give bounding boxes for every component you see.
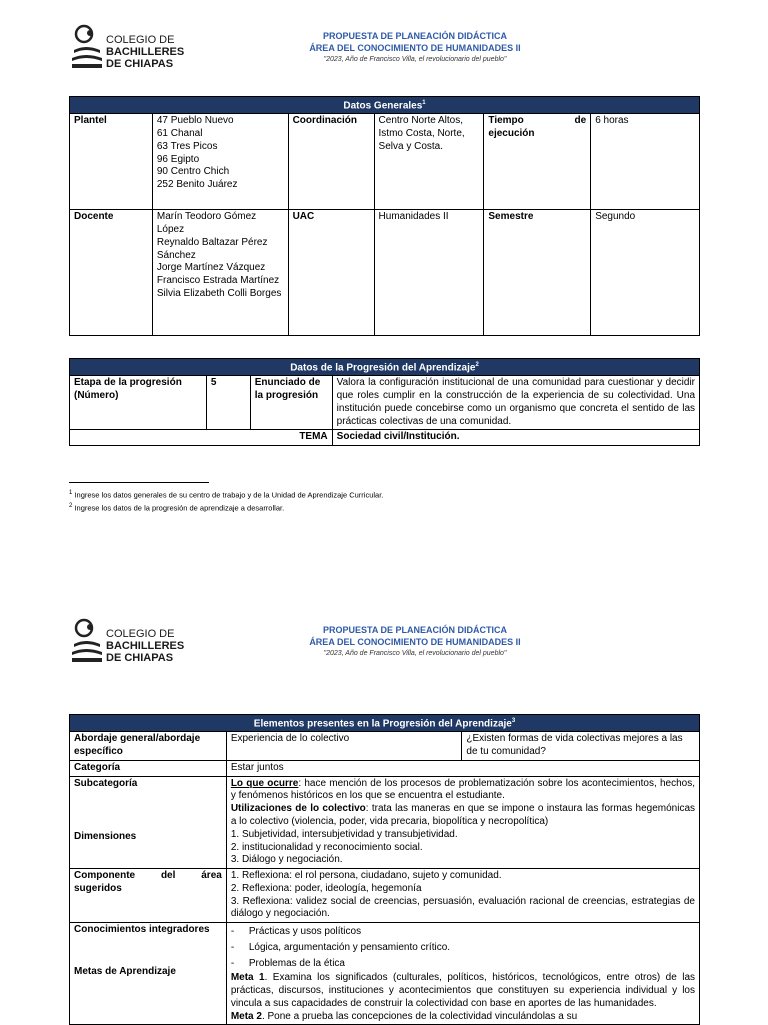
- componente-value: 1. Reflexiona: el rol persona, ciudadano, sujeto y comunidad. 2. Reflexiona: poder, ideología, hegemonía 3. Reflexiona: validez social de creencias, persuasión, evaluación racional de creencias, estrategias de diálogo y negociación.: [226, 869, 699, 923]
- datos-generales-header: Datos Generales$^1$: [70, 97, 700, 114]
- datos-generales-table: [69, 96, 700, 336]
- abordaje-value-1: Experiencia de lo colectivo: [226, 732, 462, 761]
- uac-value: Humanidades II: [374, 210, 484, 336]
- list-item: - Lógica, argumentación y pensamiento crítico.: [249, 940, 695, 956]
- tiempo-value: 6 horas: [591, 114, 700, 210]
- componente-label: Componente del área sugeridos: [70, 869, 227, 923]
- footnote-1: $^1$ Ingrese los datos generales de su centro de trabajo y de la Unidad de Aprendizaje Curricular.: [69, 490, 384, 500]
- plantel-label: Plantel: [70, 114, 153, 210]
- tema-value: Sociedad civil/Institución.: [332, 430, 699, 446]
- page-header: [0, 22, 768, 82]
- colegio-logo-2: [70, 616, 200, 666]
- elementos-header: Elementos presentes en la Progresión del Aprendizaje$^3$: [70, 715, 700, 732]
- conocimientos-label: Conocimientos integradores Metas de Aprendizaje: [70, 923, 227, 1025]
- etapa-value: 5: [206, 376, 250, 430]
- footnote-divider: [69, 482, 209, 483]
- footnotes: [69, 488, 383, 513]
- coordinacion-label: Coordinación: [288, 114, 374, 210]
- subcategoria-label: Subcategoría Dimensiones: [70, 776, 227, 869]
- tema-label: TEMA: [70, 430, 333, 446]
- metas-label: Metas de Aprendizaje: [74, 966, 176, 978]
- categoria-value: Estar juntos: [226, 760, 699, 776]
- progresion-header: Datos de la Progresión del Aprendizaje$^2$: [70, 359, 700, 376]
- logo-line-1: COLEGIO DE: [106, 628, 175, 640]
- doc-motto: "2023, Año de Francisco Villa, el revolucionario del pueblo": [323, 650, 507, 657]
- logo-line-3: DE CHIAPAS: [106, 58, 174, 70]
- docente-label: Docente: [70, 210, 153, 336]
- doc-motto: "2023, Año de Francisco Villa, el revolucionario del pueblo": [323, 56, 507, 63]
- doc-subtitle: ÁREA DEL CONOCIMIENTO DE HUMANIDADES II: [309, 637, 521, 647]
- elementos-table: [69, 714, 700, 1025]
- plantel-value: 47 Pueblo Nuevo 61 Chanal 63 Tres Picos 96 Egipto 90 Centro Chich 252 Benito Juárez: [152, 114, 288, 210]
- dimensiones-label: Dimensiones: [74, 830, 137, 842]
- progresion-table: [69, 358, 700, 446]
- logo-emblem-icon: [70, 22, 104, 72]
- enunciado-label: Enunciado de la progresión: [250, 376, 332, 430]
- doc-title: PROPUESTA DE PLANEACIÓN DIDÁCTICA: [322, 625, 507, 635]
- docente-value: Marín Teodoro Gómez López Reynaldo Baltazar Pérez Sánchez Jorge Martínez Vázquez Francisco Estrada Martínez Silvia Elizabeth Colli Borges: [152, 210, 288, 336]
- etapa-label: Etapa de la progresión (Número): [70, 376, 207, 430]
- abordaje-label: Abordaje general/abordaje específico: [70, 732, 227, 761]
- conocimientos-metas-value: - Prácticas y usos políticos - Lógica, argumentación y pensamiento crítico. - Problemas de la ética Meta 1. Examina los significados (culturales, políticos, históricos, tecnológicos, entre otros) de las prácticas, discursos, instituciones y acontecimientos que constituyen su experiencia individual y los vincula a sus capacidades de construir la colectividad con base en aportes de las humanidades. Meta 2. Pone a prueba las concepciones de la colectividad vinculándolas a su: [226, 923, 699, 1025]
- coordinacion-value: Centro Norte Altos, Istmo Costa, Norte, Selva y Costa.: [374, 114, 484, 210]
- conocimientos-list: [231, 924, 695, 972]
- doc-title: PROPUESTA DE PLANEACIÓN DIDÁCTICA: [322, 31, 507, 41]
- logo-line-3: DE CHIAPAS: [106, 652, 174, 664]
- semestre-label: Semestre: [484, 210, 591, 336]
- logo-line-2: BACHILLERES: [106, 46, 185, 58]
- logo-line-2: BACHILLERES: [106, 640, 185, 652]
- logo-emblem-icon: [70, 616, 104, 666]
- enunciado-value: Valora la configuración institucional de una comunidad para cuestionar y decidir que roles cumplir en la construcción de la experiencia de su colectividad. Una institución puede concebirse como un organismo que concreta el sentido de las prácticas colectivas de una comunidad.: [332, 376, 699, 430]
- list-item: - Prácticas y usos políticos: [249, 924, 695, 940]
- uac-label: UAC: [288, 210, 374, 336]
- list-item: - Problemas de la ética: [249, 956, 695, 972]
- doc-subtitle: ÁREA DEL CONOCIMIENTO DE HUMANIDADES II: [309, 43, 521, 53]
- semestre-value: Segundo: [591, 210, 700, 336]
- logo-line-1: COLEGIO DE: [106, 34, 175, 46]
- tiempo-label: Tiempo de ejecución: [484, 114, 591, 210]
- page-header-2: [0, 616, 768, 676]
- colegio-logo: [70, 22, 200, 72]
- categoria-label: Categoría: [70, 760, 227, 776]
- footnote-2: $^2$ Ingrese los datos de la progresión de aprendizaje a desarrollar.: [69, 502, 285, 512]
- subcategoria-dimensiones-value: Lo que ocurre: hace mención de los procesos de problematización sobre los acontecimientos, hechos, y fenómenos históricos en los que se encuentra el estudiante. Utilizaciones de lo colectivo: trata las maneras en que se impone o instaura las formas hegemónicas a lo colectivo (violencia, poder, vida precaria, biopolítica y necropolítica) 1. Subjetividad, intersubjetividad y transubjetividad. 2. institucionalidad y reconocimiento social. 3. Diálogo y negociación.: [226, 776, 699, 869]
- abordaje-value-2: ¿Existen formas de vida colectivas mejores a las de tu comunidad?: [462, 732, 700, 761]
